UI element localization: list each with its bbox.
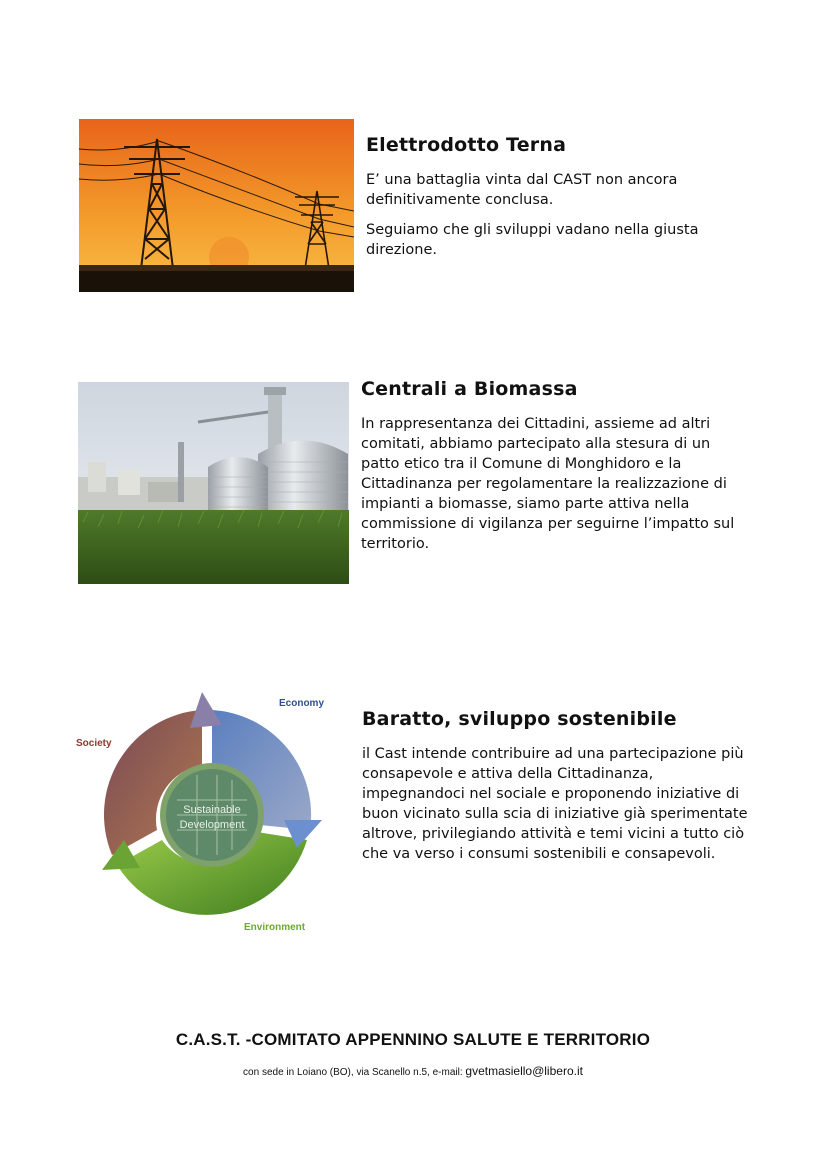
footer-email-link[interactable]: gvetmasiello@libero.it: [465, 1064, 583, 1078]
section-paragraph: il Cast intende contribuire ad una partecipazione più consapevole e attiva della Cittadinanza, impegnandoci nel sociale e proponendo iniziative di buon vicinato sulla scia di iniziative già sperimentate altrove, privilegiando attività e temi vicini a tutto ciò che va verso i consumi sostenibili e consapevoli.: [362, 746, 748, 862]
diagram-label-environment: Environment: [244, 922, 306, 933]
section-paragraph: Seguiamo che gli sviluppi vadano nella giusta direzione.: [366, 222, 699, 258]
section-title: Centrali a Biomassa: [361, 378, 578, 400]
section-title: Baratto, sviluppo sostenibile: [362, 708, 677, 730]
sustainable-development-diagram: [72, 680, 342, 940]
section-terna: [366, 134, 746, 270]
footer-title: C.A.S.T. -COMITATO APPENNINO SALUTE E TERRITORIO: [175, 1030, 651, 1049]
section-biomassa: [361, 378, 753, 564]
section-paragraph: In rappresentanza dei Cittadini, assieme ad altri comitati, abbiamo partecipato alla stesura di un patto etico tra il Comune di Monghidoro e la Cittadinanza per regolamentare la realizzazione di impianti a biomasse, siamo parte attiva nella commissione di vigilanza per seguirne l’impatto sul territorio.: [361, 416, 735, 552]
section-paragraph: E’ una battaglia vinta dal CAST non ancora definitivamente conclusa.: [366, 172, 678, 208]
footer-address: [0, 1064, 826, 1078]
diagram-label-society: Society: [76, 738, 112, 749]
biomass-plant-photo: [78, 382, 349, 584]
diagram-center-line2: Development: [179, 819, 245, 831]
footer-address-text: con sede in Loiano (BO), via Scanello n.5, e-mail:: [243, 1067, 466, 1078]
diagram-center-line1: Sustainable: [183, 804, 241, 816]
diagram-label-economy: Economy: [279, 698, 325, 709]
section-title: Elettrodotto Terna: [366, 134, 567, 156]
section-baratto: [362, 708, 754, 874]
power-lines-photo: [79, 119, 354, 292]
